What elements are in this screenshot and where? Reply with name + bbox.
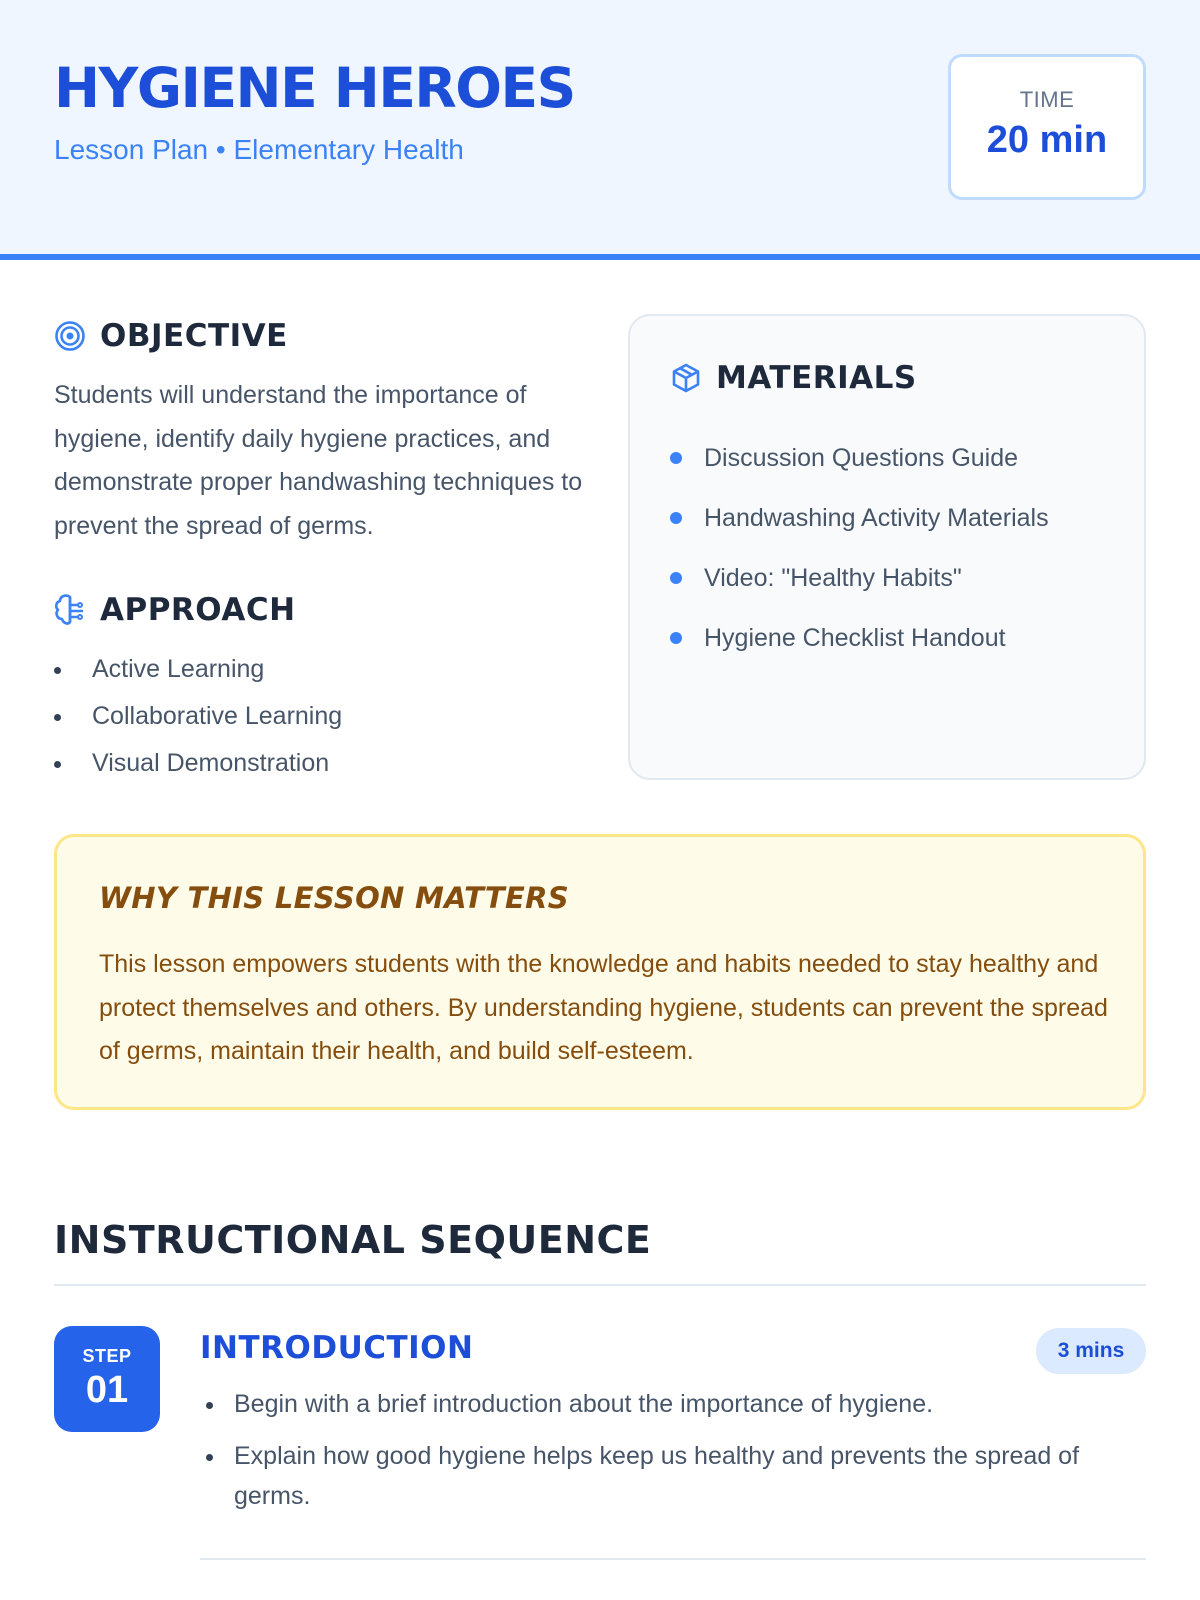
objective-heading [54, 318, 288, 354]
step-label: STEP [82, 1346, 132, 1366]
materials-card [628, 314, 1146, 780]
time-value: 20 min [986, 119, 1108, 161]
why-heading: WHY THIS LESSON MATTERS [99, 881, 569, 915]
approach-heading-text: APPROACH [100, 592, 296, 628]
why-text: This lesson empowers students with the knowledge and habits needed to stay healthy and protect themselves and others. By understanding hygiene, students can prevent the spread of germs, maintain their health, and build self-esteem. [99, 950, 1108, 1065]
page-title: HYGIENE HEROES [54, 56, 575, 120]
divider [54, 1284, 1146, 1286]
list-item: Visual Demonstration [54, 740, 594, 787]
list-item: Video: "Healthy Habits" [670, 548, 1049, 608]
materials-heading [670, 360, 917, 396]
sequence-heading: INSTRUCTIONAL SEQUENCE [54, 1218, 652, 1262]
divider [200, 1558, 1146, 1560]
step-badge [54, 1326, 160, 1432]
step-number: 01 [85, 1369, 129, 1411]
list-item: Collaborative Learning [54, 693, 594, 740]
page-subtitle: Lesson Plan • Elementary Health [54, 134, 464, 165]
lesson-header [0, 0, 1200, 260]
objective-heading-text: OBJECTIVE [100, 318, 288, 354]
list-item: Discussion Questions Guide [670, 428, 1049, 488]
step-duration-badge: 3 mins [1036, 1328, 1146, 1374]
list-item: Hygiene Checklist Handout [670, 608, 1049, 668]
list-item: Active Learning [54, 646, 594, 693]
list-item: Handwashing Activity Materials [670, 488, 1049, 548]
package-icon [670, 362, 702, 394]
objective-text: Students will understand the importance of hygiene, identify daily hygiene practices, and demonstrate proper handwashing techniques to prevent the spread of germs. [54, 381, 583, 540]
list-item: Explain how good hygiene helps keep us healthy and prevents the spread of germs. [200, 1436, 1146, 1516]
time-card [948, 54, 1146, 200]
materials-heading-text: MATERIALS [716, 360, 917, 396]
approach-list [54, 646, 594, 787]
step-points [200, 1384, 1146, 1528]
approach-heading [54, 592, 296, 628]
time-label: TIME [1019, 87, 1075, 112]
step-title: INTRODUCTION [200, 1330, 474, 1366]
target-icon [54, 320, 86, 352]
brain-icon [54, 593, 86, 627]
materials-list [670, 428, 1049, 668]
why-callout [54, 834, 1146, 1110]
list-item: Begin with a brief introduction about the importance of hygiene. [200, 1384, 1146, 1424]
